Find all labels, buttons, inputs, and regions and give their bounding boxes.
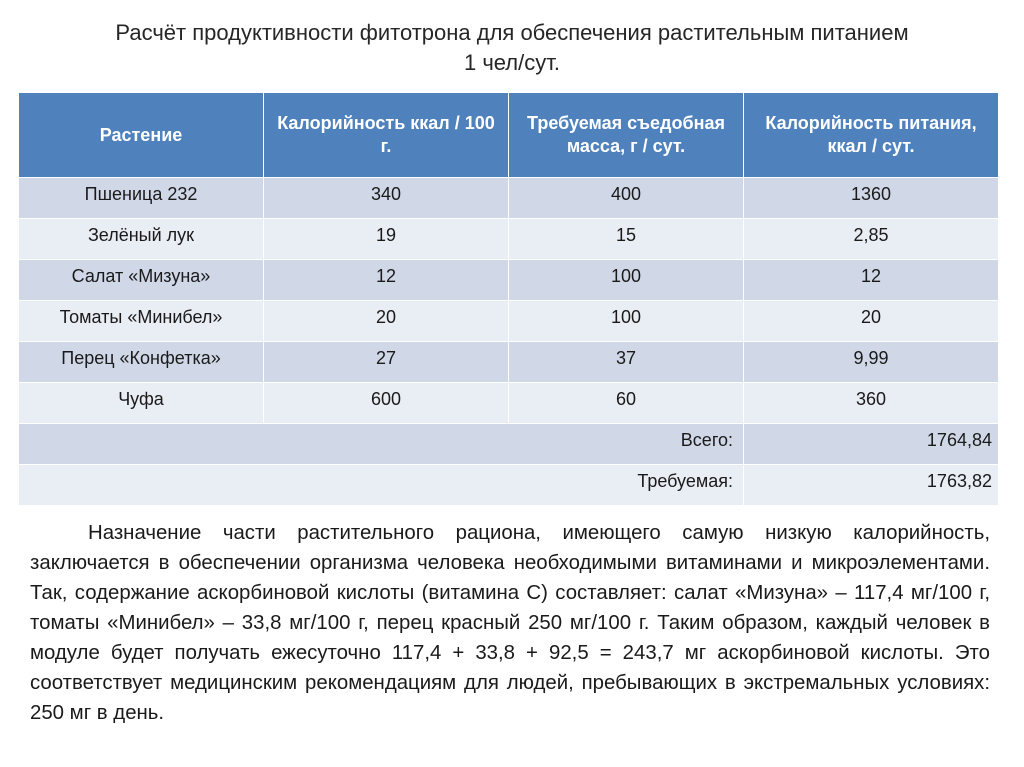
- cell-required-mass: 100: [509, 301, 744, 342]
- table-header-row: [19, 93, 999, 178]
- cell-required-mass: 400: [509, 178, 744, 219]
- explanation-paragraph: Назначение части растительного рациона, имеющего самую низкую калорийность, заключается в обеспечении организма человека необходимыми витаминами и микроэлементами. Так, содержание аскорбиновой кислоты (витамина С) составляет: салат «Мизуна» – 117,4 мг/100 г, томаты «Минибел» – 33,8 мг/100 г, перец красный 250 мг/100 г. Таким образом, каждый человек в модуле будет получать ежесуточно 117,4 + 33,8 + 92,5 = 243,7 мг аскорбиновой кислоты. Это соответствует медицинским рекомендациям для людей, пребывающих в экстремальных условиях: 250 мг в день.: [30, 522, 990, 724]
- cell-plant: Салат «Мизуна»: [19, 260, 264, 301]
- table-row: [19, 383, 999, 424]
- cell-daily-calories: 12: [744, 260, 999, 301]
- cell-calories-per-100g: 12: [264, 260, 509, 301]
- slide-title-line-1: Расчёт продуктивности фитотрона для обеспечения растительным питанием: [115, 20, 909, 45]
- cell-calories-per-100g: 600: [264, 383, 509, 424]
- explanation-text: [30, 518, 990, 728]
- slide-title-line-2: 1 чел/сут.: [463, 50, 560, 75]
- cell-required-mass: 60: [509, 383, 744, 424]
- total-value: 1764,84: [744, 424, 999, 465]
- cell-required-mass: 15: [509, 219, 744, 260]
- cell-plant: Пшеница 232: [19, 178, 264, 219]
- slide-title: [40, 18, 984, 78]
- cell-required-mass: 37: [509, 342, 744, 383]
- header-daily-calories: Калорийность питания, ккал / сут.: [744, 93, 999, 178]
- cell-required-mass: 100: [509, 260, 744, 301]
- cell-plant: Перец «Конфетка»: [19, 342, 264, 383]
- cell-daily-calories: 1360: [744, 178, 999, 219]
- table-row: [19, 178, 999, 219]
- cell-daily-calories: 2,85: [744, 219, 999, 260]
- header-plant: Растение: [19, 93, 264, 178]
- cell-daily-calories: 360: [744, 383, 999, 424]
- cell-daily-calories: 9,99: [744, 342, 999, 383]
- cell-plant: Томаты «Минибел»: [19, 301, 264, 342]
- table-row: [19, 342, 999, 383]
- header-calories-per-100g: Калорийность ккал / 100 г.: [264, 93, 509, 178]
- cell-calories-per-100g: 19: [264, 219, 509, 260]
- cell-calories-per-100g: 340: [264, 178, 509, 219]
- cell-plant: Чуфа: [19, 383, 264, 424]
- productivity-table: [18, 92, 999, 506]
- total-row: [19, 424, 999, 465]
- table-row: [19, 219, 999, 260]
- required-value: 1763,82: [744, 465, 999, 506]
- table-row: [19, 301, 999, 342]
- cell-calories-per-100g: 27: [264, 342, 509, 383]
- cell-daily-calories: 20: [744, 301, 999, 342]
- header-required-mass: Требуемая съедобная масса, г / сут.: [509, 93, 744, 178]
- cell-plant: Зелёный лук: [19, 219, 264, 260]
- cell-calories-per-100g: 20: [264, 301, 509, 342]
- required-label: Требуемая:: [19, 465, 744, 506]
- table-row: [19, 260, 999, 301]
- total-label: Всего:: [19, 424, 744, 465]
- required-row: [19, 465, 999, 506]
